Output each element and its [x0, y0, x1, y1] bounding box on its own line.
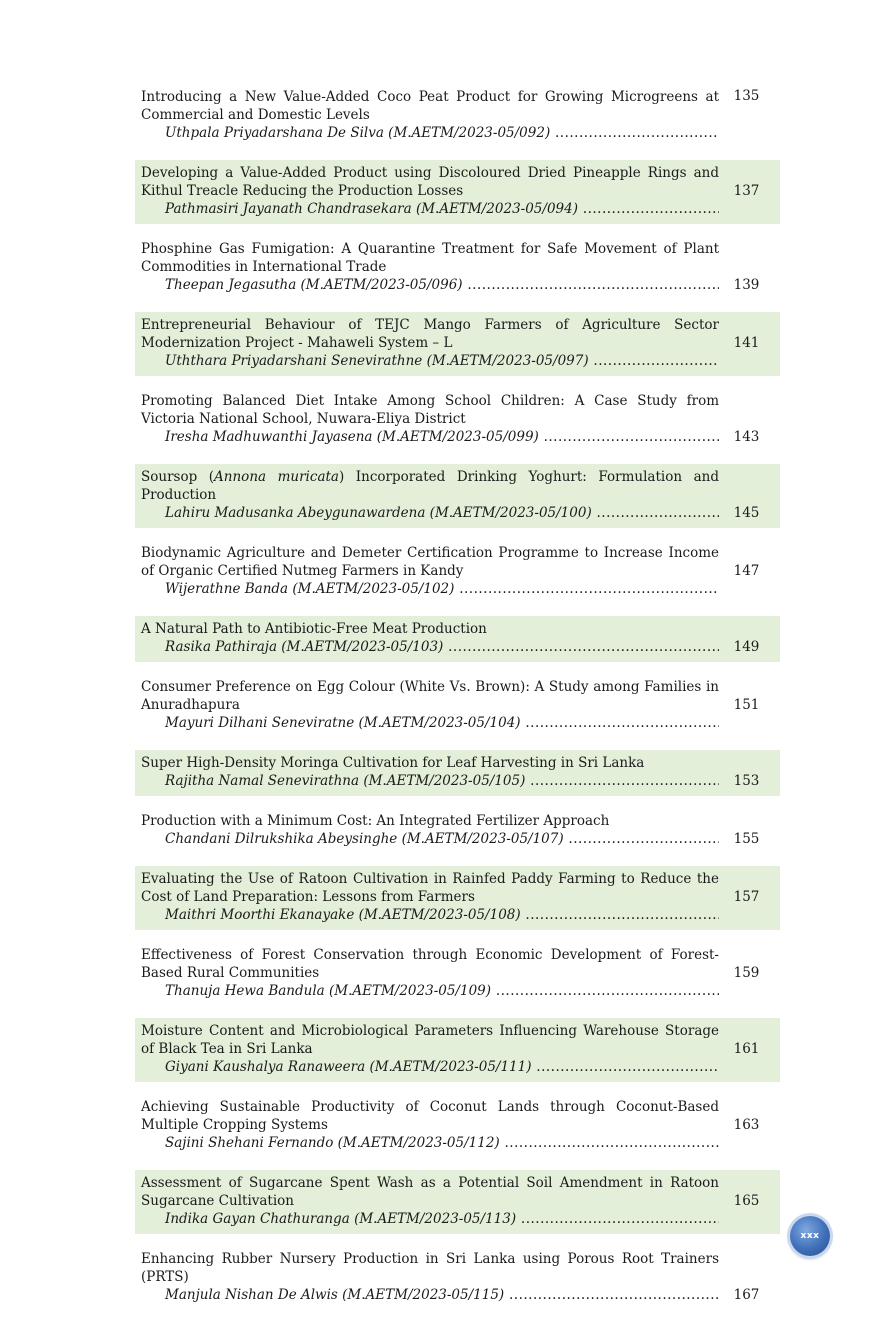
toc-entry-title: Super High-Density Moringa Cultivation for Leaf Harvesting in Sri Lanka [141, 755, 645, 771]
toc-entry-title: Assessment of Sugarcane Spent Wash as a Potential Soil Amendment in Ratoon Sugarcane Cultivation [141, 1175, 719, 1209]
toc-entry-title: Promoting Balanced Diet Intake Among School Children: A Case Study from Victoria National School, Nuwara-Eliya District [141, 393, 719, 427]
toc-entry[interactable] [135, 1246, 780, 1310]
toc-entry-author: Uthpala Priyadarshana De Silva (M.AETM/2023-05/092) ..... [141, 124, 719, 142]
toc-entry[interactable] [135, 540, 780, 604]
toc-entry-author: Manjula Nishan De Alwis (M.AETM/2023-05/115) ..... [141, 1286, 719, 1304]
toc-entry-author: Indika Gayan Chathuranga (M.AETM/2023-05/113) ..... [141, 1210, 719, 1228]
scientific-name: Annona muricata [214, 469, 339, 485]
toc-entry-author: Wijerathne Banda (M.AETM/2023-05/102) ..... [141, 580, 719, 598]
toc-entry[interactable] [135, 1018, 780, 1082]
toc-entry-page-number: 157 [733, 889, 760, 905]
toc-entry-title: Biodynamic Agriculture and Demeter Certification Programme to Increase Income of Organic Certified Nutmeg Farmers in Kandy [141, 545, 719, 579]
toc-entry-text [141, 1250, 719, 1304]
toc-entry[interactable] [135, 312, 780, 376]
toc-entry-page-number: 147 [733, 563, 760, 579]
toc-entry-title: Entrepreneurial Behaviour of TEJC Mango Farmers of Agriculture Sector Modernization Project - Mahaweli System – L [141, 317, 719, 351]
toc-entry-title [141, 468, 719, 504]
toc-entry-title: Achieving Sustainable Productivity of Coconut Lands through Coconut-Based Multiple Cropping Systems [141, 1099, 719, 1133]
toc-entry-author: Theepan Jegasutha (M.AETM/2023-05/096) ..... [141, 276, 719, 294]
toc-entry-title: Enhancing Rubber Nursery Production in Sri Lanka using Porous Root Trainers (PRTS) [141, 1251, 719, 1285]
toc-entry-page-number: 143 [733, 429, 760, 445]
toc-entry-page-number: 155 [733, 831, 760, 847]
toc-entry-title: Phosphine Gas Fumigation: A Quarantine Treatment for Safe Movement of Plant Commodities in International Trade [141, 241, 719, 275]
toc-entry-author: Uththara Priyadarshani Senevirathne (M.AETM/2023-05/097) ..... [141, 352, 719, 370]
toc-entry-page-number: 149 [733, 639, 760, 655]
toc-entry-page-number: 145 [733, 505, 760, 521]
toc-entry[interactable] [135, 750, 780, 796]
toc-entry-page-number: 167 [733, 1287, 760, 1303]
page-number-badge [790, 1216, 830, 1256]
toc-entry-text [141, 468, 719, 522]
toc-entry[interactable] [135, 1170, 780, 1234]
toc-entry-author: Pathmasiri Jayanath Chandrasekara (M.AETM/2023-05/094) ..... [141, 200, 719, 218]
toc-entry-page-number: 137 [733, 183, 760, 199]
toc-entry-title: Developing a Value-Added Product using Discoloured Dried Pineapple Rings and Kithul Treacle Reducing the Production Losses [141, 165, 719, 199]
title-part: Soursop ( [141, 469, 215, 485]
toc-entry-text [141, 316, 719, 370]
toc-entry-text [141, 1098, 719, 1152]
toc-entry-author: Mayuri Dilhani Seneviratne (M.AETM/2023-05/104) ..... [141, 714, 719, 732]
toc-entry-title: Effectiveness of Forest Conservation through Economic Development of Forest-Based Rural Communities [141, 947, 719, 981]
toc-entry-text [141, 1174, 719, 1228]
toc-entry-text [141, 544, 719, 598]
toc-entry-page-number: 163 [733, 1117, 760, 1133]
toc-entry[interactable] [135, 464, 780, 528]
toc-entry-text [141, 240, 719, 294]
toc-entry-title: Production with a Minimum Cost: An Integrated Fertilizer Approach [141, 813, 610, 829]
toc-entry-page-number: 151 [733, 697, 760, 713]
toc-entry-author: Rajitha Namal Senevirathna (M.AETM/2023-05/105) ..... [141, 772, 719, 790]
toc-entry-author: Lahiru Madusanka Abeygunawardena (M.AETM/2023-05/100) ..... [141, 504, 719, 522]
toc-entry-text [141, 620, 719, 656]
toc-entry[interactable] [135, 160, 780, 224]
toc-entry-page-number: 159 [733, 965, 760, 981]
toc-entry-title: Moisture Content and Microbiological Parameters Influencing Warehouse Storage of Black Tea in Sri Lanka [141, 1023, 719, 1057]
toc-entry-author: Rasika Pathiraja (M.AETM/2023-05/103) ..... [141, 638, 719, 656]
toc-entry-page-number: 139 [733, 277, 760, 293]
toc-entry[interactable] [135, 866, 780, 930]
toc-entry-author: Maithri Moorthi Ekanayake (M.AETM/2023-05/108) ..... [141, 906, 719, 924]
toc-entry-page-number: 141 [733, 335, 760, 351]
table-of-contents [135, 84, 780, 1322]
toc-entry-text [141, 870, 719, 924]
toc-entry[interactable] [135, 236, 780, 300]
toc-entry-author: Thanuja Hewa Bandula (M.AETM/2023-05/109) ..... [141, 982, 719, 1000]
toc-entry-text [141, 946, 719, 1000]
toc-entry[interactable] [135, 1094, 780, 1158]
toc-entry-text [141, 754, 719, 790]
toc-entry-author: Iresha Madhuwanthi Jayasena (M.AETM/2023-05/099) ..... [141, 428, 719, 446]
toc-entry[interactable] [135, 808, 780, 854]
toc-entry-text [141, 678, 719, 732]
toc-entry-author: Chandani Dilrukshika Abeysinghe (M.AETM/2023-05/107) ..... [141, 830, 719, 848]
toc-entry-text [141, 392, 719, 446]
toc-entry-page-number: 161 [733, 1041, 760, 1057]
toc-entry[interactable] [135, 616, 780, 662]
toc-entry-author: Sajini Shehani Fernando (M.AETM/2023-05/112) ..... [141, 1134, 719, 1152]
toc-entry[interactable] [135, 84, 780, 148]
toc-entry[interactable] [135, 942, 780, 1006]
toc-entry[interactable] [135, 388, 780, 452]
toc-entry-author: Giyani Kaushalya Ranaweera (M.AETM/2023-05/111) ..... [141, 1058, 719, 1076]
toc-entry-text [141, 1022, 719, 1076]
toc-entry-text [141, 164, 719, 218]
title-part: ) Incorporated Drinking Yoghurt: Formulation and Production [141, 469, 719, 503]
toc-entry-title: A Natural Path to Antibiotic-Free Meat Production [141, 621, 487, 637]
page-number-text: xxx [800, 1231, 820, 1241]
toc-entry-text [141, 88, 719, 142]
toc-entry-page-number: 165 [733, 1193, 760, 1209]
toc-entry-title: Introducing a New Value-Added Coco Peat Product for Growing Microgreens at Commercial and Domestic Levels [141, 89, 719, 123]
toc-entry[interactable] [135, 674, 780, 738]
toc-entry-text [141, 812, 719, 848]
toc-entry-title: Consumer Preference on Egg Colour (White Vs. Brown): A Study among Families in Anuradhapura [141, 679, 719, 713]
toc-entry-title: Evaluating the Use of Ratoon Cultivation in Rainfed Paddy Farming to Reduce the Cost of Land Preparation: Lessons from Farmers [141, 871, 719, 905]
toc-entry-page-number: 135 [733, 88, 760, 104]
toc-entry-page-number: 153 [733, 773, 760, 789]
